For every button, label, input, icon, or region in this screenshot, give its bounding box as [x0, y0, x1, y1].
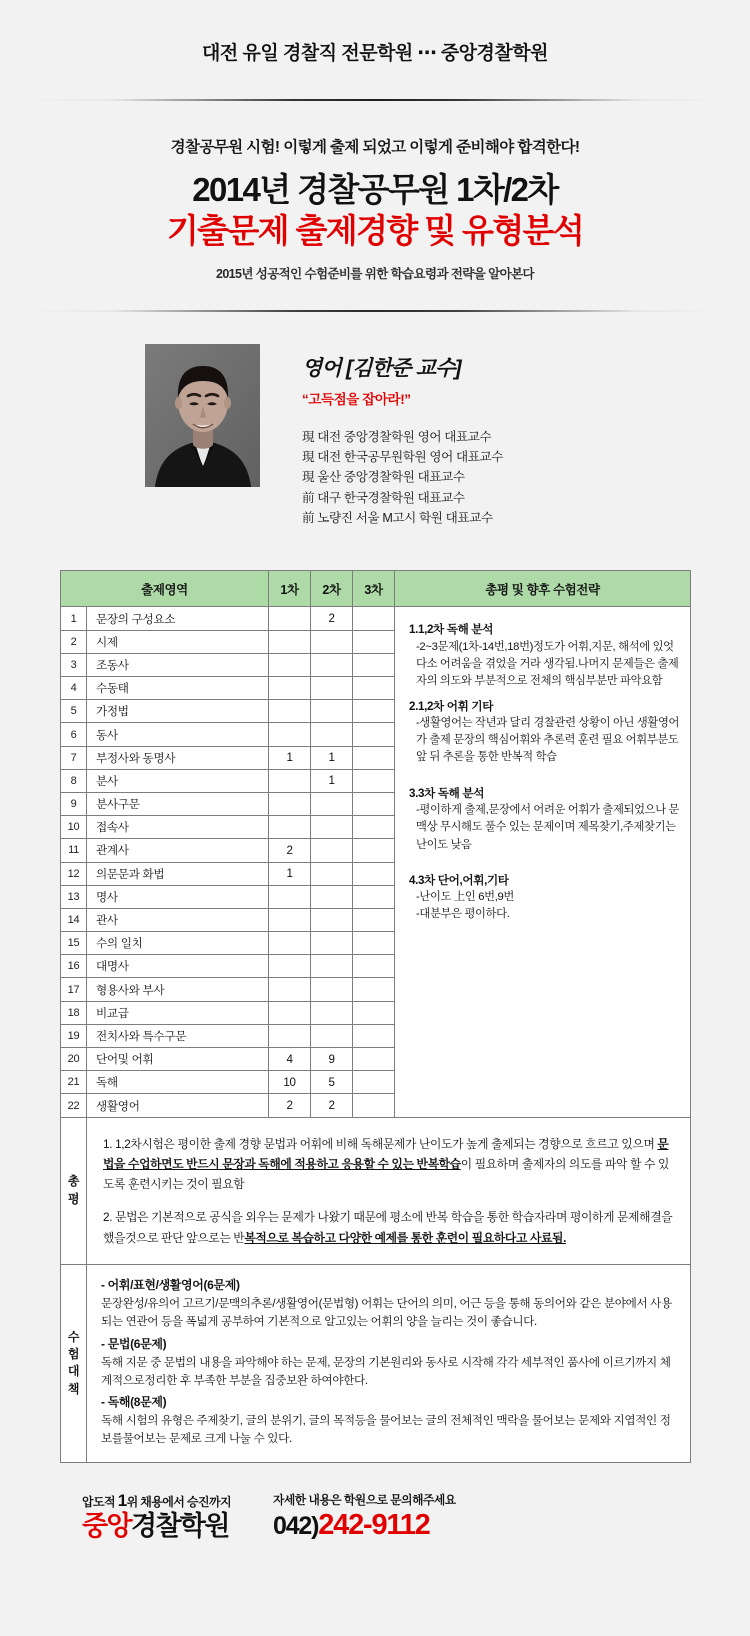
row-round1	[269, 769, 311, 792]
row-round3	[353, 607, 395, 630]
row-number: 21	[61, 1071, 87, 1094]
summary-p1-emphasis: 문법을 수업하면도 반드시 문장과 독해에 적용하고 응용할 수 있는 반복학습	[103, 1136, 669, 1171]
row-area: 전치사와 특수구문	[87, 1024, 269, 1047]
row-round1	[269, 885, 311, 908]
hero-lead-text: 경찰공무원 시험! 이렇게 출제 되었고 이렇게 준비해야 합격한다!	[170, 139, 580, 156]
summary-row	[61, 1117, 691, 1264]
row-number: 22	[61, 1094, 87, 1117]
row-round1	[269, 816, 311, 839]
summary-label-char: 평	[67, 1191, 80, 1206]
row-area: 접속사	[87, 816, 269, 839]
row-number: 4	[61, 677, 87, 700]
row-round3	[353, 978, 395, 1001]
row-round1	[269, 978, 311, 1001]
column-header-area: 출제영역	[61, 571, 269, 607]
instructor-slogan: “고득점을 잡아라!”	[302, 391, 411, 407]
summary-p1-pre: 1. 1,2차시험은 평이한 출제 경향 문법과 어휘에 비해 독해문제가 난이도가 높게 출제되는 경향으로 흐르고 있으며	[103, 1136, 658, 1151]
strategy-row	[61, 1265, 691, 1463]
row-round2: 9	[311, 1048, 353, 1071]
table-body	[61, 607, 691, 1462]
hero-subtitle: 2015년 성공적인 수험준비를 위한 학습요령과 전략을 알아본다	[215, 266, 535, 281]
row-round2: 2	[311, 607, 353, 630]
row-round1	[269, 700, 311, 723]
strategy-heading-grammar: - 문법(6문제)	[101, 1336, 167, 1351]
footer-phone-area: 042)	[272, 1511, 319, 1540]
row-round3	[353, 839, 395, 862]
row-round1	[269, 677, 311, 700]
column-header-round1: 1차	[269, 571, 311, 607]
footer-brand-block	[82, 1491, 231, 1540]
footer	[0, 1491, 750, 1540]
exam-analysis-table	[60, 570, 691, 1462]
row-round1: 10	[269, 1071, 311, 1094]
row-number: 13	[61, 885, 87, 908]
row-area: 수동태	[87, 677, 269, 700]
row-round1	[269, 932, 311, 955]
footer-ask-text: 자세한 내용은 학원으로 문의해주세요	[272, 1492, 456, 1507]
row-round3	[353, 769, 395, 792]
row-number: 16	[61, 955, 87, 978]
row-area: 비교급	[87, 1001, 269, 1024]
row-round3	[353, 932, 395, 955]
footer-tagline-pre: 압도적	[82, 1494, 118, 1509]
row-round3	[353, 653, 395, 676]
instructor-career-list	[302, 427, 503, 529]
analysis-body-4a: -난이도 上인 6번,9번	[416, 891, 514, 904]
row-round1	[269, 630, 311, 653]
footer-phone-number: 242-9112	[318, 1508, 430, 1541]
row-area: 분사	[87, 769, 269, 792]
analysis-body-3: -평이하게 출제,문장에서 어려운 어휘가 출제되었으나 문맥상 무시해도 풀수 있는 문제이며 제목찾기,주제찾기는 난이도 낮음	[416, 804, 680, 851]
row-number: 8	[61, 769, 87, 792]
row-round2	[311, 653, 353, 676]
row-round1	[269, 955, 311, 978]
row-round3	[353, 723, 395, 746]
row-round1	[269, 1001, 311, 1024]
row-round1: 2	[269, 839, 311, 862]
strategy-label-char: 책	[67, 1381, 80, 1396]
brand-header: 대전 유일 경찰직 전문학원 ⋯ 중앙경찰학원	[202, 43, 548, 64]
footer-phone[interactable]	[272, 1508, 456, 1541]
row-round3	[353, 908, 395, 931]
row-number: 19	[61, 1024, 87, 1047]
row-round2	[311, 932, 353, 955]
row-round1	[269, 607, 311, 630]
summary-label	[61, 1117, 87, 1264]
analysis-heading-4: 4.3차 단어,어휘,기타	[409, 873, 509, 887]
row-number: 12	[61, 862, 87, 885]
row-area: 관사	[87, 908, 269, 931]
row-round3	[353, 700, 395, 723]
row-number: 2	[61, 630, 87, 653]
row-area: 문장의 구성요소	[87, 607, 269, 630]
row-area: 독해	[87, 1071, 269, 1094]
row-round2: 1	[311, 769, 353, 792]
analysis-body-1: -2~3문제(1차-14번,18번)정도가 어휘,지문, 해석에 있엇 다소 어려움을 겪었을 거라 생각됨.나머지 문제들은 출제자의 의도와 부분적으로 전체의 핵심부분만 파악요함	[416, 641, 679, 688]
career-item: 前 대구 한국경찰학원 대표교수	[302, 490, 465, 505]
summary-label-char: 총	[67, 1174, 80, 1189]
analysis-spacer	[409, 767, 680, 778]
row-round3	[353, 1024, 395, 1047]
row-round1	[269, 653, 311, 676]
column-header-round2: 2차	[311, 571, 353, 607]
footer-logo	[82, 1510, 231, 1541]
analysis-cell	[395, 607, 691, 1117]
summary-content	[87, 1117, 691, 1264]
row-round2	[311, 723, 353, 746]
row-round3	[353, 885, 395, 908]
row-area: 관계사	[87, 839, 269, 862]
instructor-info	[302, 344, 503, 529]
career-item: 現 대전 중앙경찰학원 영어 대표교수	[302, 429, 492, 444]
strategy-label-char: 대	[67, 1364, 80, 1379]
row-number: 7	[61, 746, 87, 769]
row-number: 10	[61, 816, 87, 839]
instructor-name: 영어 [김한준 교수]	[302, 356, 461, 380]
row-number: 17	[61, 978, 87, 1001]
career-item: 現 대전 한국공무원학원 영어 대표교수	[302, 449, 504, 464]
row-area: 형용사와 부사	[87, 978, 269, 1001]
row-round1: 2	[269, 1094, 311, 1117]
row-round3	[353, 630, 395, 653]
row-round1: 4	[269, 1048, 311, 1071]
row-round3	[353, 1094, 395, 1117]
analysis-heading-1: 1.1,2차 독해 분석	[409, 623, 494, 637]
career-item: 前 노량진 서울 M고시 학원 대표교수	[302, 511, 493, 526]
row-round2	[311, 955, 353, 978]
row-round1	[269, 792, 311, 815]
row-round1	[269, 723, 311, 746]
row-number: 5	[61, 700, 87, 723]
row-round3	[353, 1048, 395, 1071]
table-row	[61, 607, 691, 630]
strategy-label-char: 험	[67, 1346, 80, 1361]
row-round2	[311, 978, 353, 1001]
footer-tagline	[82, 1491, 231, 1511]
strategy-body-reading: 독해 시험의 유형은 주제찾기, 글의 분위기, 글의 목적등을 물어보는 글의 전체적인 맥락을 물어보는 문제와 지엽적인 정보를물어보는 문제로 크게 나눌 수 있다.	[101, 1414, 671, 1446]
summary-paragraph-2	[103, 1207, 676, 1248]
row-round1	[269, 908, 311, 931]
hero-title-line1: 2014년 경찰공무원 1차/2차	[192, 171, 558, 208]
row-number: 3	[61, 653, 87, 676]
row-round2: 5	[311, 1071, 353, 1094]
row-round2	[311, 630, 353, 653]
row-area: 명사	[87, 885, 269, 908]
row-round2	[311, 1001, 353, 1024]
analysis-body-2: -생활영어는 작년과 달리 경찰관련 상황이 아닌 생활영어가 출제 문장의 핵심어휘와 추론력 훈련 필요 어휘부분도 앞 뒤 추론을 통한 반복적 학습	[416, 717, 680, 764]
row-area: 부정사와 동명사	[87, 746, 269, 769]
analysis-heading-3: 3.3차 독해 분석	[409, 786, 485, 800]
analysis-body-4b: -대분부은 평이하다.	[416, 908, 510, 921]
career-item: 現 울산 중앙경찰학원 대표교수	[302, 470, 465, 485]
instructor-photo	[145, 344, 260, 487]
row-number: 14	[61, 908, 87, 931]
hero-title-line2: 기출문제 출제경향 및 유형분석	[166, 212, 584, 250]
row-area: 분사구문	[87, 792, 269, 815]
footer-tagline-rank: 1	[117, 1490, 127, 1510]
row-number: 18	[61, 1001, 87, 1024]
row-round2	[311, 885, 353, 908]
row-round3	[353, 792, 395, 815]
hero-divider	[30, 310, 720, 312]
hero-section	[0, 101, 750, 282]
row-area: 의문문과 화법	[87, 862, 269, 885]
footer-tagline-post: 위 채용에서 승진까지	[126, 1494, 231, 1509]
row-round1	[269, 1024, 311, 1047]
analysis-table-wrapper	[60, 570, 690, 1462]
strategy-label	[61, 1265, 87, 1463]
strategy-body-vocab: 문장완성/유의어 고르기/문맥의추론/생활영어(문법형) 어휘는 단어의 의미, 어근 등을 통해 동의어와 같은 분야에서 사용되는 연관어 등을 폭넓게 공부하여 기본적으로 알고있는 어휘의 양을 늘리는 것이 좋습니다.	[101, 1296, 672, 1329]
column-header-round3: 3차	[353, 571, 395, 607]
analysis-heading-2: 2.1,2차 어휘 기타	[409, 699, 494, 713]
footer-contact-block	[273, 1491, 456, 1540]
row-round2	[311, 839, 353, 862]
strategy-body-grammar: 독해 지문 중 문법의 내용을 파악해야 하는 문제, 문장의 기본원리와 동사로 시작해 각각 세부적인 품사에 이르기까지 체계적으로정리한 후 부족한 부분을 집중보완 하여야한다.	[101, 1355, 671, 1387]
row-round3	[353, 955, 395, 978]
row-round3	[353, 677, 395, 700]
row-round2	[311, 816, 353, 839]
row-round2	[311, 700, 353, 723]
row-number: 9	[61, 792, 87, 815]
row-number: 6	[61, 723, 87, 746]
table-header-row	[61, 571, 691, 607]
summary-p1-post: 이 필요하며 출제자의 의도를 파악 할 수 있도록 훈련시키는 것이 필요함	[103, 1156, 670, 1192]
strategy-heading-reading: - 독해(8문제)	[101, 1395, 167, 1410]
row-round2: 2	[311, 1094, 353, 1117]
row-area: 동사	[87, 723, 269, 746]
analysis-spacer	[409, 854, 680, 865]
strategy-heading-vocab: - 어휘/표현/생활영어(6문제)	[101, 1278, 240, 1293]
row-round2	[311, 1024, 353, 1047]
strategy-label-char: 수	[67, 1329, 80, 1344]
footer-logo-red: 중앙	[82, 1510, 131, 1541]
row-area: 가정법	[87, 700, 269, 723]
summary-p2-emphasis: 복적으로 복습하고 다양한 예제를 통한 훈련이 필요하다고 사료됨.	[244, 1230, 567, 1245]
row-area: 생활영어	[87, 1094, 269, 1117]
row-number: 11	[61, 839, 87, 862]
summary-p2-pre: 2. 문법은 기본적으로 공식을 외우는 문제가 나왔기 때문에 평소에 반복 학습을 통한 학습자라며 평이하게 문제해결을 했을것으로 판단 앞으로는 반	[103, 1210, 673, 1245]
row-number: 20	[61, 1048, 87, 1071]
row-area: 조동사	[87, 653, 269, 676]
row-round1: 1	[269, 862, 311, 885]
summary-paragraph-1	[103, 1134, 676, 1195]
row-round2: 1	[311, 746, 353, 769]
row-area: 시제	[87, 630, 269, 653]
row-round1: 1	[269, 746, 311, 769]
row-round2	[311, 677, 353, 700]
row-round3	[353, 816, 395, 839]
row-round3	[353, 862, 395, 885]
instructor-profile	[0, 344, 750, 529]
row-number: 1	[61, 607, 87, 630]
row-round2	[311, 862, 353, 885]
row-round2	[311, 792, 353, 815]
row-area: 대명사	[87, 955, 269, 978]
row-round3	[353, 1071, 395, 1094]
strategy-content	[87, 1265, 691, 1463]
row-round3	[353, 1001, 395, 1024]
row-number: 15	[61, 932, 87, 955]
row-round3	[353, 746, 395, 769]
row-area: 수의 일치	[87, 932, 269, 955]
column-header-analysis: 총평 및 향후 수험전략	[395, 571, 691, 607]
footer-logo-black: 경찰학원	[130, 1510, 229, 1541]
row-round2	[311, 908, 353, 931]
row-area: 단어및 어휘	[87, 1048, 269, 1071]
